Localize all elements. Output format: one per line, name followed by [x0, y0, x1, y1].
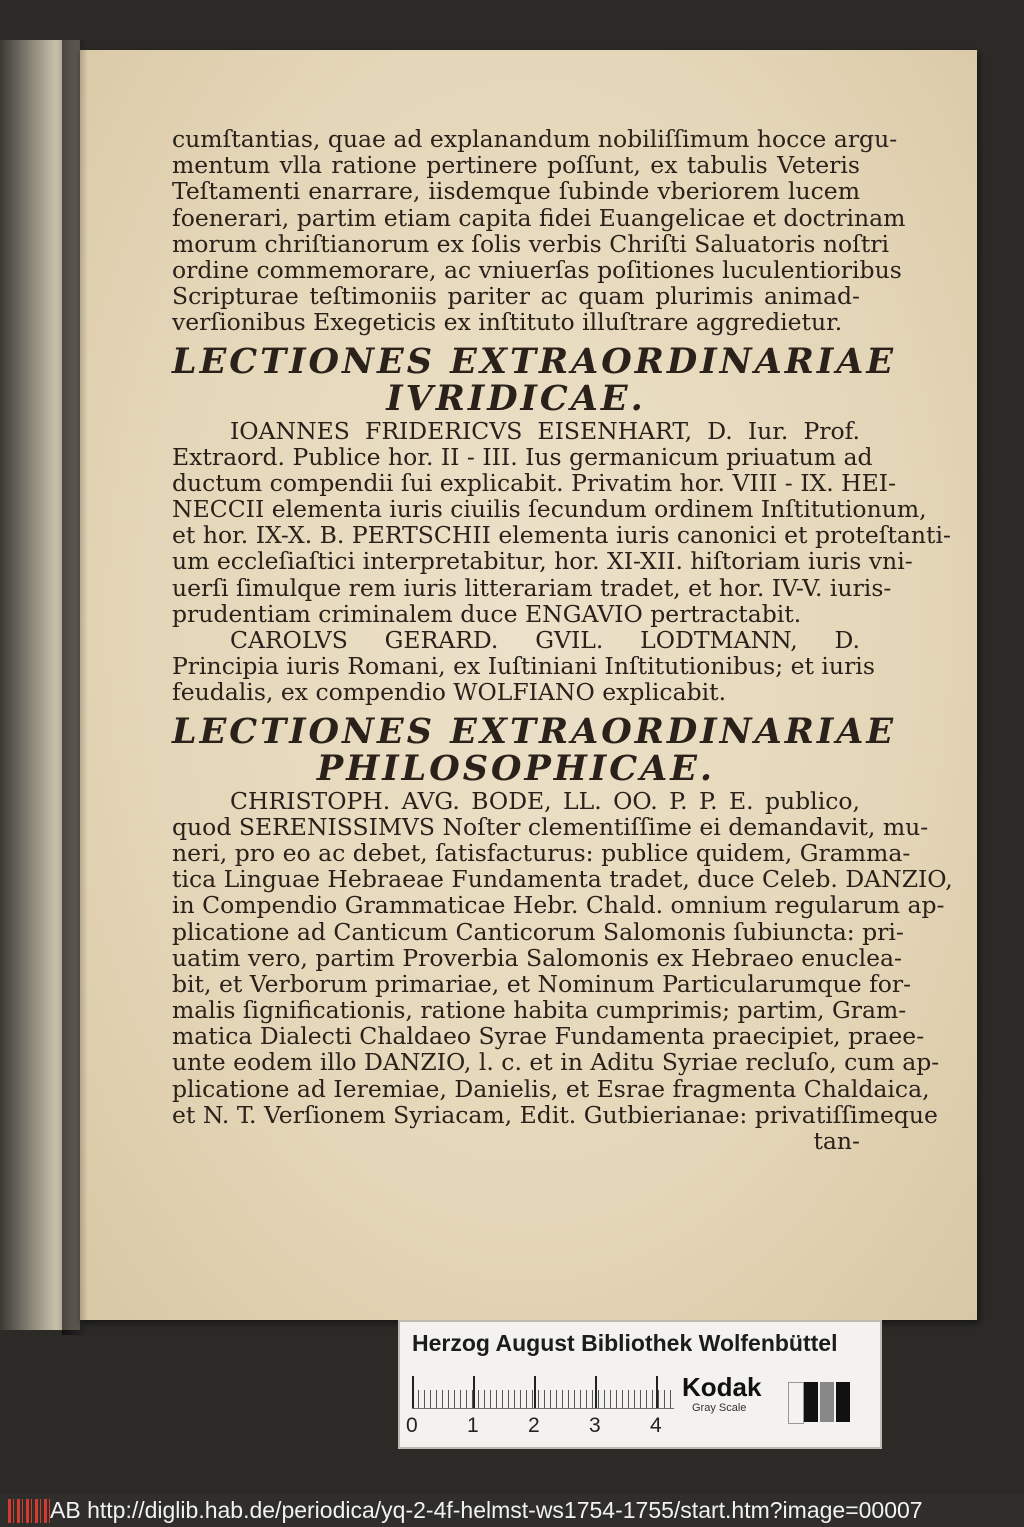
- text-line: CHRISTOPH. AVG. BODE, LL. OO. P. P. E. publico,: [230, 786, 860, 815]
- text-line: ordine commemorare, ac vniuerſas poſitiones luculentioribus: [172, 255, 902, 284]
- text-line: bit, et Verborum primariae, et Nominum Particularumque for-: [172, 969, 912, 998]
- text-line: NECCII elementa iuris ciuilis ſecundum ordinem Inſtitutionum,: [172, 495, 927, 524]
- text-line: uatim vero, partim Proverbia Salomonis ex Hebraeo enuclea-: [172, 943, 902, 972]
- text-line: et hor. IX-X. B. PERTSCHII elementa iuris canonici et proteſtanti-: [172, 521, 951, 550]
- ruler-tick: [534, 1376, 536, 1408]
- section-subheading-juridicae: IVRIDICAE.: [386, 377, 646, 419]
- text-line: cumſtantias, quae ad explanandum nobiliſſimum hocce argu-: [172, 125, 898, 153]
- text-line: plicatione ad Ieremiae, Danielis, et Esrae fragmenta Chaldaica,: [172, 1074, 930, 1103]
- ruler-tick: [473, 1376, 475, 1408]
- kodak-logo: Kodak: [682, 1372, 762, 1402]
- text-line: Teſtamenti enarrare, iisdemque ſubinde vberiorem lucem: [172, 177, 860, 206]
- text-line: foenerari, partim etiam capita fidei Euangelicae et doctrinam: [172, 203, 906, 232]
- text-line: Extraord. Publice hor. II - III. Ius germanicum priuatum ad: [172, 442, 873, 471]
- section-heading-juridicae: LECTIONES EXTRAORDINARIAE: [172, 340, 897, 382]
- book-page: [80, 50, 977, 1320]
- text-line: mentum vlla ratione pertinere poſſunt, ex tabulis Veteris: [172, 151, 860, 180]
- ruler-tick: [656, 1376, 658, 1408]
- text-line: verſionibus Exegeticis ex inſtituto illuſtrare aggredietur.: [172, 308, 843, 337]
- text-line: um eccleſiaſtici interpretabitur, hor. XI-XII. hiſtoriam iuris vni-: [172, 547, 913, 576]
- ruler: [412, 1374, 674, 1409]
- url-link[interactable]: http://diglib.hab.de/periodica/yq-2-4f-helmst-ws1754-1755/start.htm?image=00007: [87, 1497, 923, 1523]
- url-prefix: AB: [50, 1497, 81, 1523]
- text-line: matica Dialecti Chaldaeo Syrae Fundamenta praecipiet, praee-: [172, 1022, 925, 1051]
- barcode-icon: [8, 1499, 50, 1523]
- text-line: in Compendio Grammaticae Hebr. Chald. omnium regularum ap-: [172, 891, 945, 920]
- gray-patch: [836, 1382, 850, 1422]
- text-line: ductum compendii ſui explicabit. Privatim hor. VIII - IX. HEI-: [172, 468, 897, 497]
- text-line: prudentiam criminalem duce ENGAVIO pertractabit.: [172, 599, 802, 628]
- ruler-tick: [412, 1376, 414, 1408]
- section-heading-philosophicae: LECTIONES EXTRAORDINARIAE: [172, 710, 897, 752]
- text-line: et N. T. Verſionem Syriacam, Edit. Gutbierianae: privatiſſimeque: [172, 1100, 938, 1129]
- text-line: IOANNES FRIDERICVS EISENHART, D. Iur. Prof.: [230, 416, 860, 445]
- ruler-tick: [595, 1376, 597, 1408]
- gray-scale-card: [398, 1320, 882, 1449]
- gray-scale-label: Gray Scale: [692, 1402, 747, 1414]
- library-title: Herzog August Bibliothek Wolfenbüttel: [412, 1330, 838, 1356]
- page-text: [172, 125, 953, 1155]
- text-line: morum chriſtianorum ex ſolis verbis Chriſti Saluatoris noſtri: [172, 229, 890, 258]
- text-line: plicatione ad Canticum Canticorum Salomonis ſubiuncta: pri-: [172, 917, 904, 946]
- section-subheading-philosophicae: PHILOSOPHICAE.: [316, 747, 716, 789]
- ruler-number: 4: [650, 1414, 662, 1437]
- ruler-number: 3: [589, 1414, 601, 1437]
- gray-patch: [820, 1382, 834, 1422]
- text-line: CAROLVS GERARD. GVIL. LODTMANN, D.: [230, 626, 860, 654]
- text-line: malis ſignificationis, ratione habita cumprimis; partim, Gram-: [172, 996, 907, 1025]
- binding-shadow: [62, 40, 88, 1335]
- text-line: unte eodem illo DANZIO, l. c. et in Aditu Syriae recluſo, cum ap-: [172, 1048, 940, 1077]
- ruler-number: 1: [467, 1414, 479, 1437]
- text-line: Scripturae teſtimoniis pariter ac quam plurimis animad-: [172, 282, 860, 311]
- source-url[interactable]: [50, 1497, 923, 1524]
- gray-patch: [788, 1382, 804, 1424]
- text-line: neri, pro eo ac debet, ſatisfacturus: publice quidem, Gramma-: [172, 838, 911, 867]
- ruler-numbers: [400, 1414, 700, 1440]
- text-line: uerſi ſimulque rem iuris litterariam tradet, et hor. IV-V. iuris-: [172, 573, 892, 602]
- catchword: tan-: [813, 1127, 860, 1155]
- gray-patch: [804, 1382, 818, 1422]
- ruler-number: 2: [528, 1414, 540, 1437]
- text-line: tica Linguae Hebraeae Fundamenta tradet, duce Celeb. DANZIO,: [172, 865, 953, 894]
- url-footer: [0, 1495, 1024, 1527]
- ruler-number: 0: [406, 1414, 418, 1437]
- text-line: feudalis, ex compendio WOLFIANO explicabit.: [172, 678, 727, 707]
- text-line: Principia iuris Romani, ex Iuſtiniani Inſtitutionibus; et iuris: [172, 652, 875, 681]
- text-line: quod SERENISSIMVS Noſter clementiſſime ei demandavit, mu-: [172, 812, 929, 841]
